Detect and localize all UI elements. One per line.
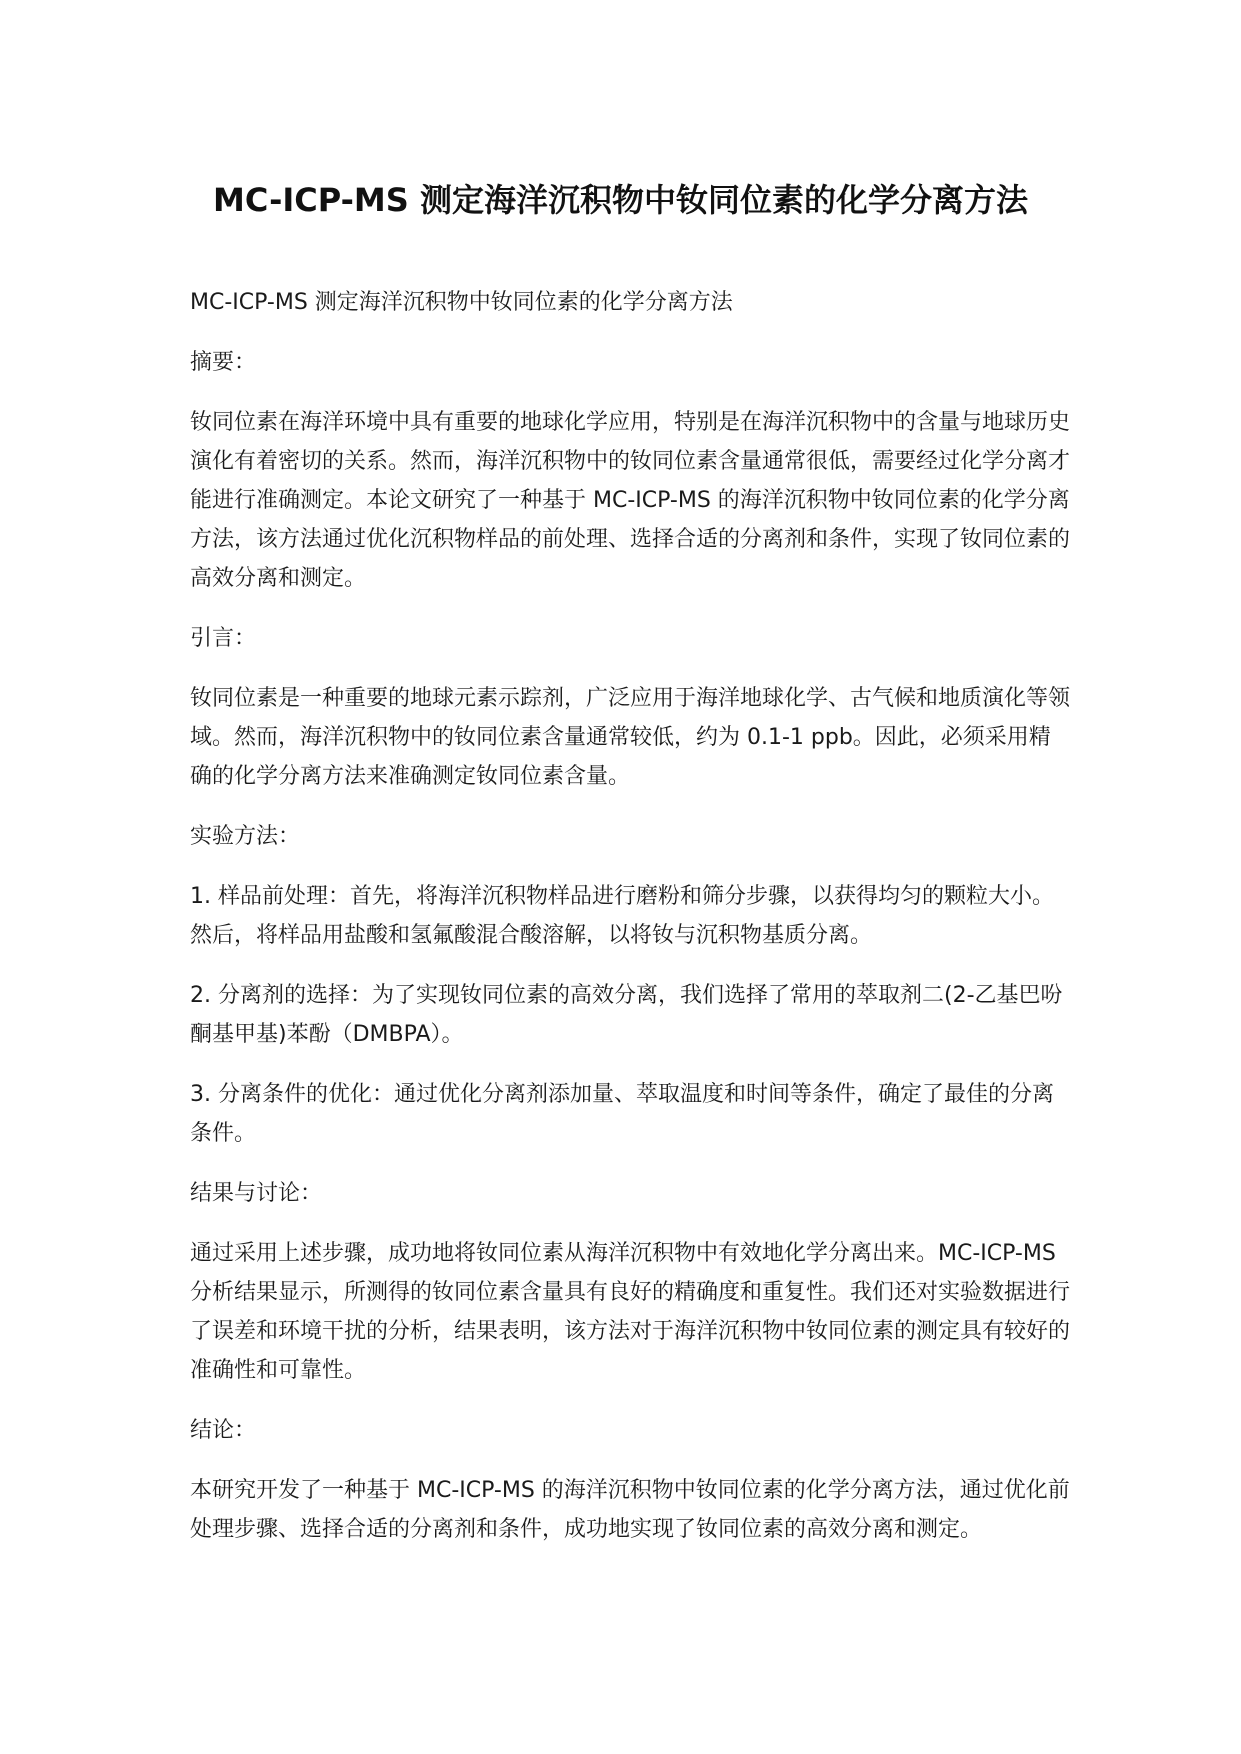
abstract-paragraph: 钕同位素在海洋环境中具有重要的地球化学应用，特别是在海洋沉积物中的含量与地球历史演化有着密切的关系。然而，海洋沉积物中的钕同位素含量通常很低，需要经过化学分离才能进行准确测定。本论文研究了一种基于 MC-ICP-MS 的海洋沉积物中钕同位素的化学分离方法，该方法通过优化沉积物样品的前处理、选择合适的分离剂和条件，实现了钕同位素的高效分离和测定。 (190, 410, 1071, 591)
subtitle-paragraph: MC-ICP-MS 测定海洋沉积物中钕同位素的化学分离方法 (190, 290, 733, 315)
conclusion-paragraph: 本研究开发了一种基于 MC-ICP-MS 的海洋沉积物中钕同位素的化学分离方法，通过优化前处理步骤、选择合适的分离剂和条件，成功地实现了钕同位素的高效分离和测定。 (190, 1478, 1070, 1542)
results-heading: 结果与讨论： (190, 1181, 323, 1206)
abstract-heading: 摘要： (190, 350, 257, 375)
document-body (190, 283, 1070, 1570)
methods-step-1: 1. 样品前处理：首先，将海洋沉积物样品进行磨粉和筛分步骤，以获得均匀的颗粒大小。然后，将样品用盐酸和氢氟酸混合酸溶解，以将钕与沉积物基质分离。 (190, 884, 1054, 948)
methods-step-2: 2. 分离剂的选择：为了实现钕同位素的高效分离，我们选择了常用的萃取剂二(2-乙基巴吩酮基甲基)苯酚（DMBPA）。 (190, 983, 1063, 1047)
conclusion-heading: 结论： (190, 1418, 257, 1443)
methods-heading: 实验方法： (190, 824, 301, 849)
introduction-heading: 引言： (190, 626, 257, 651)
document-title: MC-ICP-MS 测定海洋沉积物中钕同位素的化学分离方法 (213, 181, 1028, 219)
introduction-paragraph: 钕同位素是一种重要的地球元素示踪剂，广泛应用于海洋地球化学、古气候和地质演化等领域。然而，海洋沉积物中的钕同位素含量通常较低，约为 0.1-1 ppb。因此，必须采用精确的化学分离方法来准确测定钕同位素含量。 (190, 686, 1071, 789)
methods-step-3: 3. 分离条件的优化：通过优化分离剂添加量、萃取温度和时间等条件，确定了最佳的分离条件。 (190, 1082, 1054, 1146)
results-paragraph: 通过采用上述步骤，成功地将钕同位素从海洋沉积物中有效地化学分离出来。MC-ICP-MS 分析结果显示，所测得的钕同位素含量具有良好的精确度和重复性。我们还对实验数据进行了误差和环境干扰的分析，结果表明，该方法对于海洋沉积物中钕同位素的测定具有较好的准确性和可靠性。 (190, 1241, 1071, 1383)
